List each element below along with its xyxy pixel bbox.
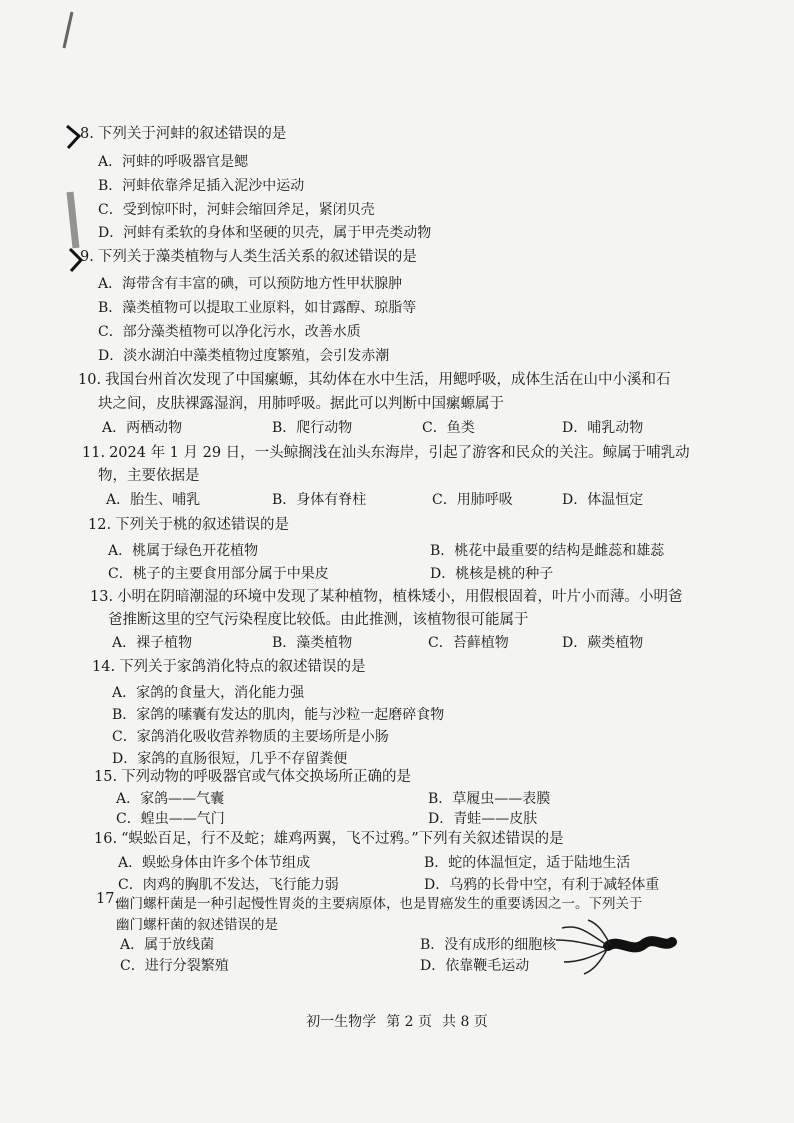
- question-number: 10.: [78, 372, 102, 388]
- page-footer: [0, 1011, 794, 1031]
- question-17-option-b: B．没有成形的细胞核: [420, 937, 557, 953]
- question-12-stem: 12. 下列关于桃的叙述错误的是: [88, 514, 289, 537]
- question-number: 17.: [96, 891, 120, 907]
- question-8-option-a: A．河蚌的呼吸器官是鳃: [98, 154, 249, 170]
- question-9-stem: 9. 下列关于藻类植物与人类生活关系的叙述错误的是: [80, 246, 417, 269]
- question-13-option-b: B．藻类植物: [272, 635, 353, 651]
- question-15-option-a: A．家鸽——气囊: [116, 791, 225, 807]
- question-14-option-a: A．家鸽的食量大，消化能力强: [112, 685, 305, 701]
- question-12-option-a: A．桃属于绿色开花植物: [108, 543, 259, 559]
- question-13-stem: 13. 小明在阴暗潮湿的环境中发现了某种植物，植株矮小，用假根固着，叶片小而薄。小明爸: [90, 586, 683, 609]
- question-11-option-a: A．胎生、哺乳: [106, 492, 201, 508]
- question-10-option-d: D．哺乳动物: [562, 420, 644, 436]
- question-14-option-d: D．家鸽的直肠很短，几乎不存留粪便: [112, 751, 348, 767]
- helicobacter-pylori-illustration: [548, 918, 678, 978]
- question-8-option-d: D．河蚌有柔软的身体和坚硬的贝壳，属于甲壳类动物: [98, 225, 432, 241]
- question-9-option-a: A．海带含有丰富的碘，可以预防地方性甲状腺肿: [98, 276, 403, 292]
- question-12-option-b: B．桃花中最重要的结构是雌蕊和雄蕊: [430, 543, 665, 559]
- question-10-option-b: B．爬行动物: [272, 420, 353, 436]
- question-17-stem-line2: 幽门螺杆菌的叙述错误的是: [116, 917, 278, 933]
- scan-smudge-icon: [40, 190, 90, 250]
- question-12-option-d: D．桃核是桃的种子: [430, 566, 554, 582]
- question-10-stem: 10. 我国台州首次发现了中国瘰螈，其幼体在水中生活，用鳃呼吸，成体生活在山中小溪和石: [78, 369, 671, 392]
- question-13-stem-line2: 爸推断这里的空气污染程度比较低。由此推测，该植物很可能属于: [108, 612, 529, 628]
- question-15-stem: 15. 下列动物的呼吸器官或气体交换场所正确的是: [94, 766, 411, 789]
- question-9-option-b: B．藻类植物可以提取工业原料，如甘露醇、琼脂等: [98, 300, 417, 316]
- question-11-option-c: C．用肺呼吸: [432, 492, 513, 508]
- question-number: 14.: [92, 659, 116, 675]
- question-number: 13.: [90, 589, 114, 605]
- question-11-stem: 11. 2024 年 1 月 29 日，一头鲸搁浅在汕头东海岸，引起了游客和民众的关注。鲸属于哺乳动: [82, 442, 690, 465]
- question-17-option-d: D．依靠鞭毛运动: [420, 958, 530, 974]
- question-15-option-d: D．青蛙——皮肤: [428, 811, 538, 827]
- question-11-option-b: B．身体有脊柱: [272, 492, 367, 508]
- question-17-option-a: A．属于放线菌: [120, 937, 215, 953]
- question-16-option-a: A．蜈蚣身体由许多个体节组成: [118, 855, 311, 871]
- footer-total-pages: 共 8 页: [442, 1014, 488, 1030]
- scan-mark-top-icon: [58, 10, 78, 50]
- footer-page-number: 第 2 页: [386, 1014, 432, 1030]
- question-9-option-d: D．淡水湖泊中藻类植物过度繁殖，会引发赤潮: [98, 348, 390, 364]
- question-11-stem-line2: 物，主要依据是: [98, 468, 200, 484]
- question-15-option-b: B．草履虫——表膜: [428, 791, 551, 807]
- question-10-option-a: A．两栖动物: [102, 420, 183, 436]
- question-8-stem: 8. 下列关于河蚌的叙述错误的是: [80, 123, 286, 146]
- question-15-option-c: C．蝗虫——气门: [116, 811, 225, 827]
- question-16-option-d: D．乌鸦的长骨中空，有利于减轻体重: [424, 877, 660, 893]
- question-number: 9.: [80, 249, 94, 265]
- question-17-option-c: C．进行分裂繁殖: [120, 958, 229, 974]
- question-8-option-b: B．河蚌依靠斧足插入泥沙中运动: [98, 178, 305, 194]
- question-17-stem: 幽门螺杆菌是一种引起慢性胃炎的主要病原体，也是胃癌发生的重要诱因之一。下列关于: [116, 896, 643, 912]
- question-16-option-c: C．肉鸡的胸肌不发达，飞行能力弱: [118, 877, 339, 893]
- question-14-option-b: B．家鸽的嗉囊有发达的肌肉，能与沙粒一起磨碎食物: [112, 707, 445, 723]
- question-16-stem: 16. “蜈蚣百足，行不及蛇；雄鸡两翼，飞不过鸦。”下列有关叙述错误的是: [94, 828, 564, 851]
- question-13-option-d: D．蕨类植物: [562, 635, 644, 651]
- question-10-option-c: C．鱼类: [422, 420, 475, 436]
- question-13-option-c: C．苔藓植物: [428, 635, 509, 651]
- question-14-stem: 14. 下列关于家鸽消化特点的叙述错误的是: [92, 656, 366, 679]
- question-number: 8.: [80, 126, 94, 142]
- footer-subject: 初一生物学: [306, 1014, 377, 1030]
- question-8-option-c: C．受到惊吓时，河蚌会缩回斧足，紧闭贝壳: [98, 202, 375, 218]
- question-number: 11.: [82, 445, 106, 461]
- question-14-option-c: C．家鸽消化吸收营养物质的主要场所是小肠: [112, 729, 389, 745]
- question-9-option-c: C．部分藻类植物可以净化污水，改善水质: [98, 324, 361, 340]
- question-12-option-c: C．桃子的主要食用部分属于中果皮: [108, 566, 329, 582]
- question-16-option-b: B．蛇的体温恒定，适于陆地生活: [424, 855, 631, 871]
- question-13-option-a: A．裸子植物: [112, 635, 193, 651]
- question-11-option-d: D．体温恒定: [562, 492, 644, 508]
- question-number: 16.: [94, 831, 118, 847]
- question-10-stem-line2: 块之间，皮肤裸露湿润，用肺呼吸。据此可以判断中国瘰螈属于: [98, 396, 504, 412]
- question-number: 15.: [94, 769, 118, 785]
- question-number: 12.: [88, 517, 112, 533]
